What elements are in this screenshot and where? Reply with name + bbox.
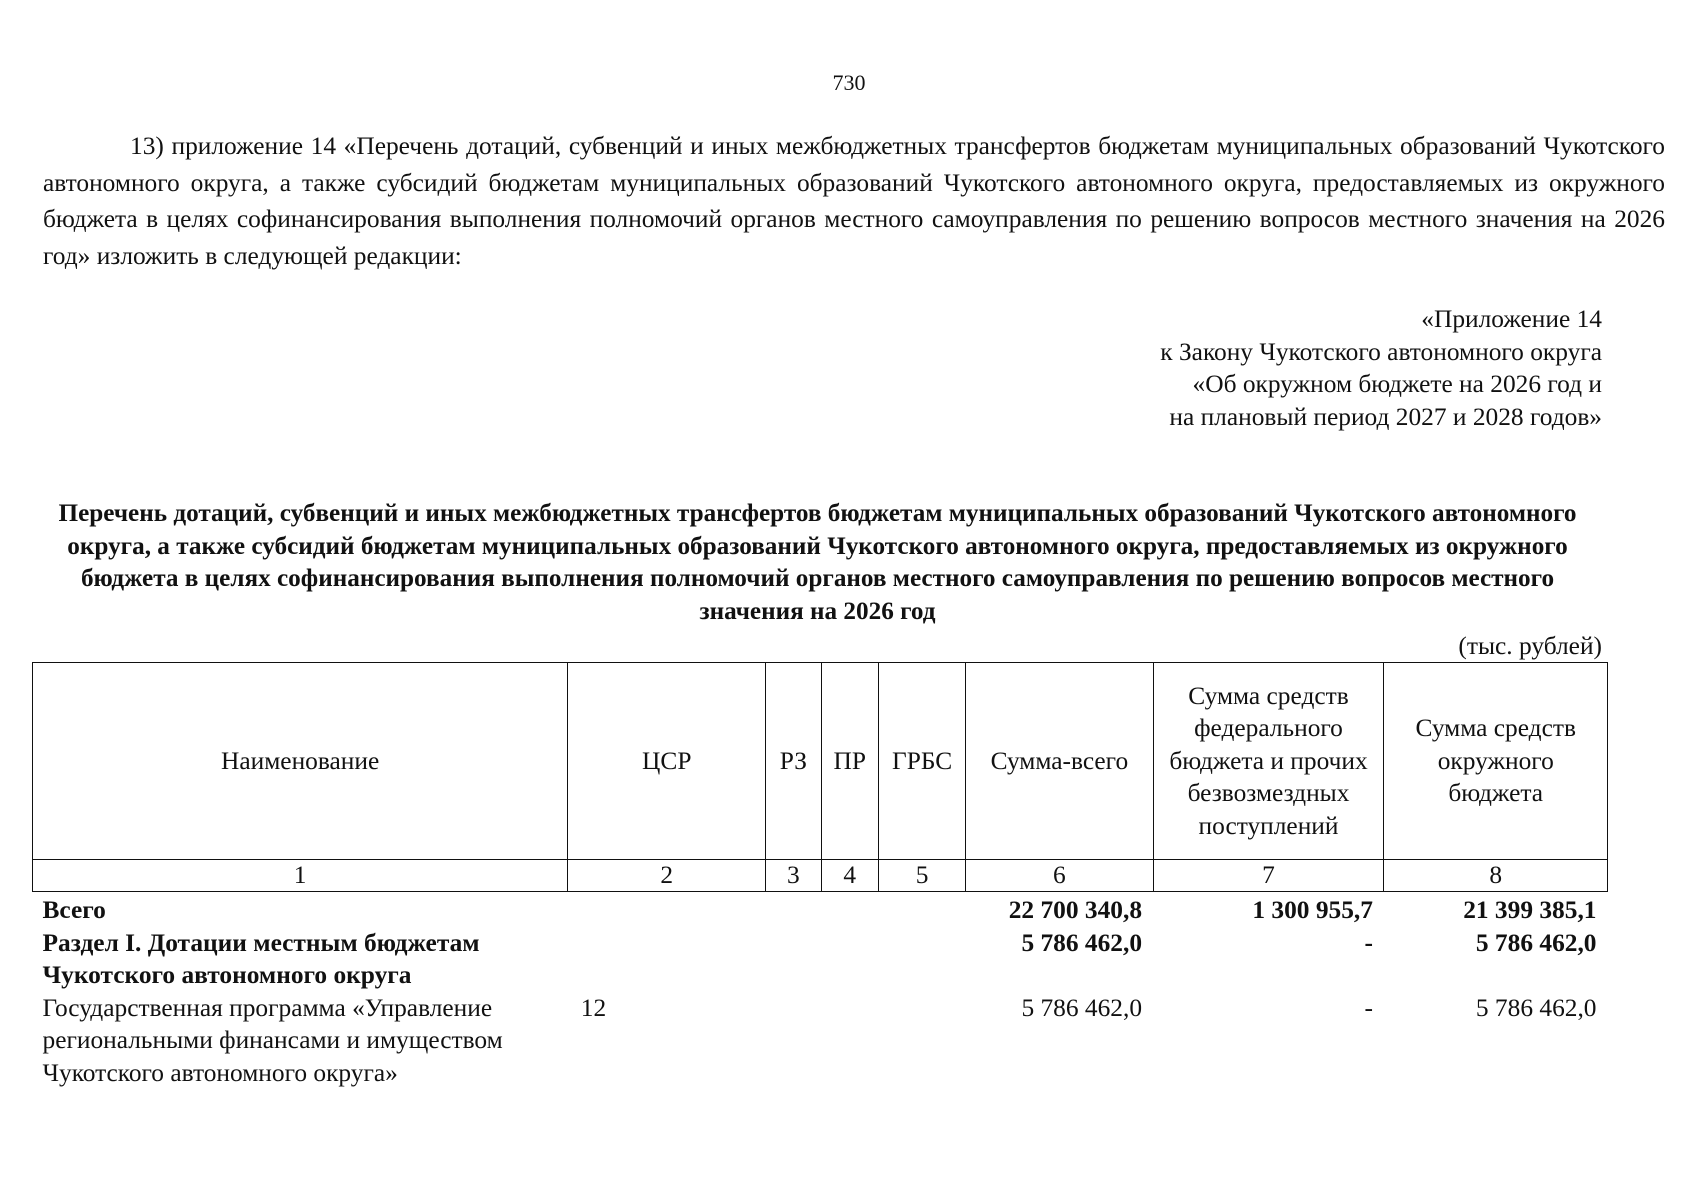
column-header-grbs: ГРБС (879, 663, 966, 860)
cell-federal: - (1364, 928, 1373, 957)
table-row-total (33, 892, 1608, 927)
column-number: 6 (966, 860, 1153, 892)
cell-rz (766, 927, 821, 992)
cell-csr (568, 927, 766, 992)
cell-pr (821, 992, 878, 1090)
cell-grbs (879, 927, 966, 992)
column-number: 4 (821, 860, 878, 892)
column-header-pr: ПР (821, 663, 878, 860)
table-title: Перечень дотаций, субвенций и иных межбюджетных трансфертов бюджетам муниципальных образований Чукотского автономного округа, а также субсидий бюджетам муниципальных образований Чукотского автономного округа, предоставляемых из окружного бюджета в целях софинансирования выполнения полномочий органов местного самоуправления по решению вопросов местного значения на 2026 год (58, 500, 1577, 625)
cell-grbs (879, 992, 966, 1090)
column-header-total: Сумма-всего (966, 663, 1153, 860)
appendix-line: на плановый период 2027 и 2028 годов» (1169, 402, 1602, 431)
column-header-federal: Сумма средств федерального бюджета и прочих безвозмездных поступлений (1153, 663, 1384, 860)
appendix-line: к Закону Чукотского автономного округа (1160, 337, 1602, 366)
cell-pr (821, 927, 878, 992)
column-header-name: Наименование (33, 663, 568, 860)
cell-total: 22 700 340,8 (1008, 896, 1143, 924)
appendix-line: «Приложение 14 (1421, 305, 1602, 333)
cell-regional: 5 786 462,0 (1475, 993, 1597, 1022)
cell-name: Всего (42, 896, 106, 924)
cell-rz (766, 992, 821, 1090)
cell-grbs (879, 892, 966, 927)
cell-name: Государственная программа «Управление региональными финансами и имуществом Чукотского автономного округа» (42, 993, 503, 1087)
appendix-reference (1160, 303, 1602, 433)
table-row-section (33, 927, 1608, 992)
cell-rz (766, 892, 821, 927)
page-number: 730 (832, 70, 866, 95)
column-header-rz: РЗ (766, 663, 821, 860)
appendix-line: «Об окружном бюджете на 2026 год и (1192, 370, 1602, 398)
column-header-csr: ЦСР (568, 663, 766, 860)
cell-csr: 12 (580, 993, 607, 1022)
cell-federal: - (1364, 993, 1373, 1022)
column-number: 1 (33, 860, 568, 892)
cell-regional: 5 786 462,0 (1475, 928, 1597, 957)
intro-paragraph: 13) приложение 14 «Перечень дотаций, субвенций и иных межбюджетных трансфертов бюджетам муниципальных образований Чукотского автономного округа, а также субсидий бюджетам муниципальных образований Чукотского автономного округа, предоставляемых из окружного бюджета в целях софинансирования выполнения полномочий органов местного самоуправления по решению вопросов местного значения на 2026 год» изложить в следующей редакции: (43, 132, 1665, 270)
cell-federal: 1 300 955,7 (1252, 896, 1373, 924)
column-header-regional: Сумма средств окружного бюджета (1384, 663, 1608, 860)
table-row-program (33, 992, 1608, 1090)
column-number-row (33, 860, 1608, 892)
cell-name: Раздел I. Дотации местным бюджетам Чукотского автономного округа (42, 928, 480, 989)
cell-pr (821, 892, 878, 927)
budget-table (32, 662, 1608, 1089)
column-number: 8 (1384, 860, 1608, 892)
column-number: 7 (1153, 860, 1384, 892)
cell-total: 5 786 462,0 (1021, 928, 1143, 957)
column-number: 5 (879, 860, 966, 892)
column-number: 3 (766, 860, 821, 892)
column-number: 2 (568, 860, 766, 892)
units-label: (тыс. рублей) (1458, 632, 1602, 660)
header-row (33, 663, 1608, 860)
cell-total: 5 786 462,0 (1021, 993, 1143, 1022)
cell-csr (568, 892, 766, 927)
cell-regional: 21 399 385,1 (1463, 896, 1597, 924)
